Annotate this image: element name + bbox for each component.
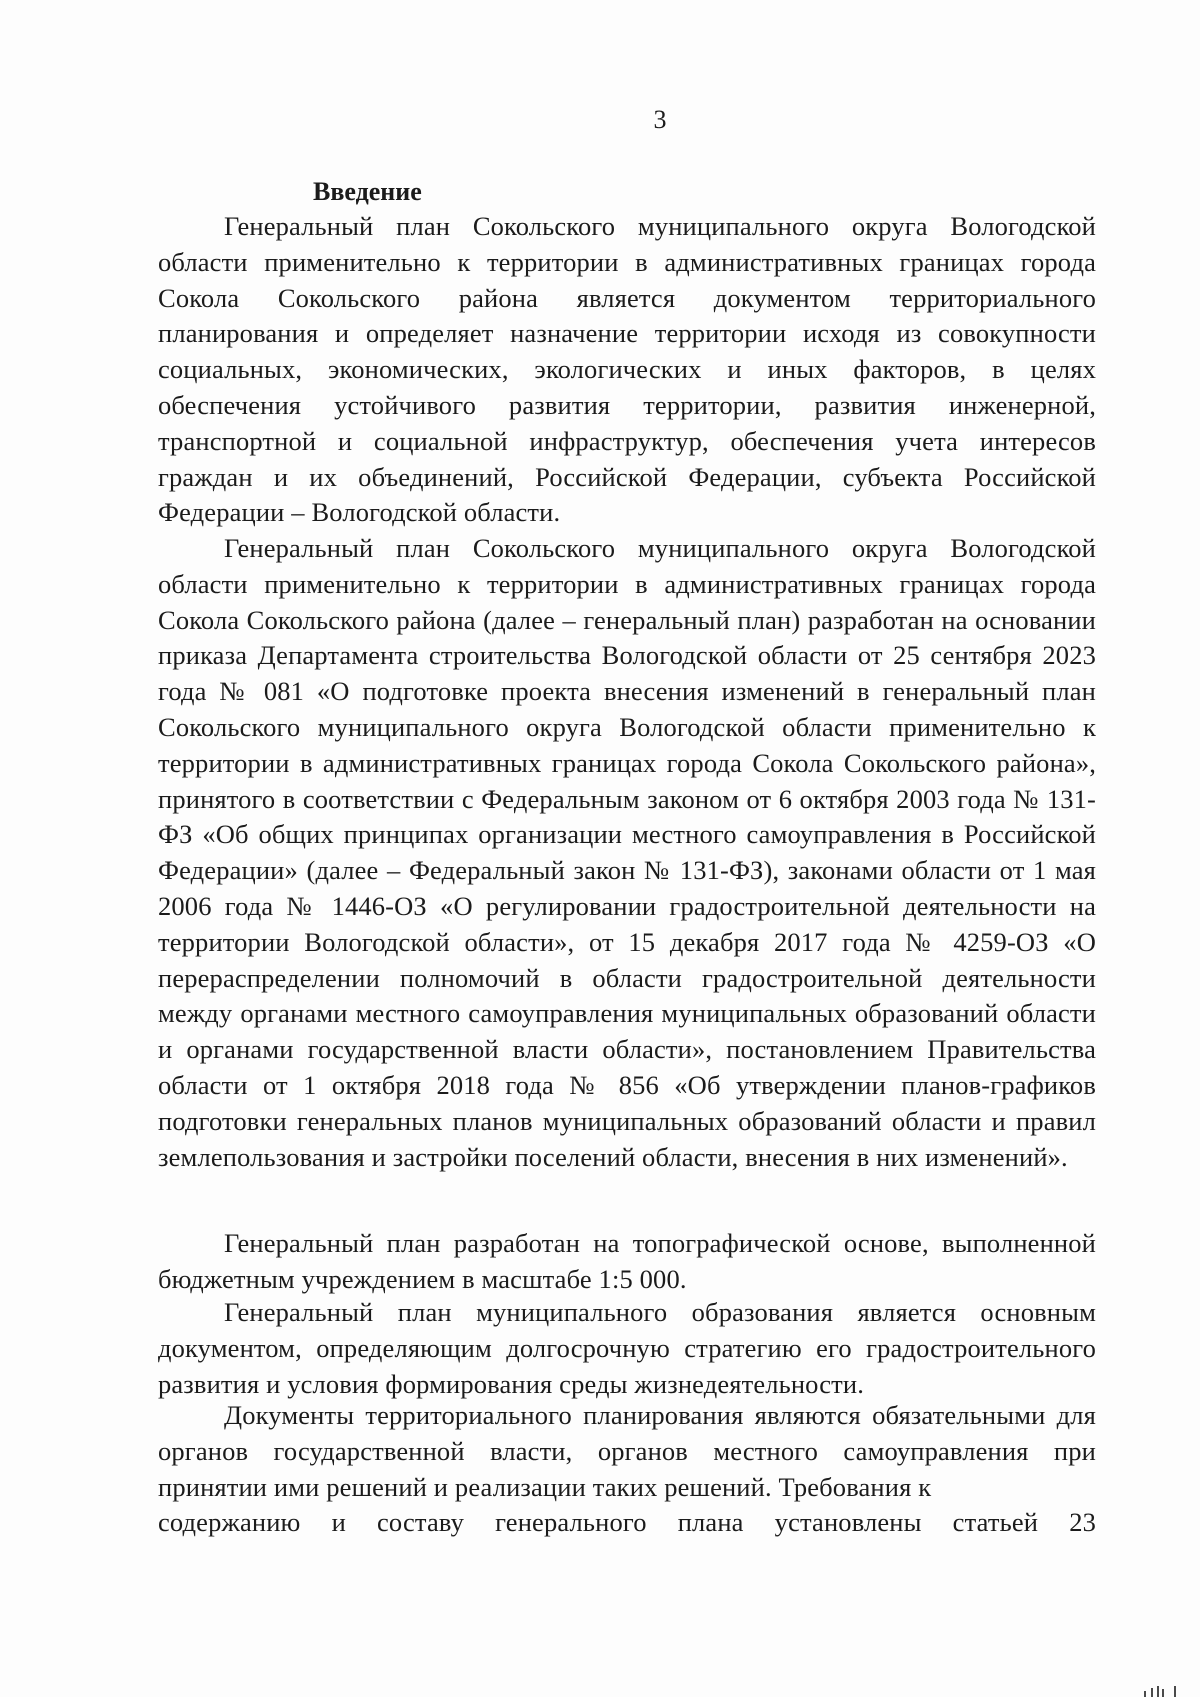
paragraph-requirements-last-line: содержанию и составу генерального плана установлены статьей 23: [158, 1507, 1096, 1538]
paragraph-legal-basis: Генеральный план Сокольского муниципального округа Вологодской области применительно к территории в административных границах города Сокола Сокольского района (далее – генеральный план) разработан на основании приказа Департамента строительства Вологодской области от 25 сентября 2023 года № 081 «О подготовке проекта внесения изменений в генеральный план Сокольского муниципального округа Вологодской области применительно к территории в административных границах города Сокола Сокольского района», принятого в соответствии с Федеральным законом от 6 октября 2003 года № 131-ФЗ «Об общих принципах организации местного самоуправления в Российской Федерации» (далее – Федеральный закон № 131-ФЗ), законами области от 1 мая 2006 года № 1446-ОЗ «О регулировании градостроительной деятельности на территории Вологодской области», от 15 декабря 2017 года № 4259-ОЗ «О перераспределении полномочий в области градостроительной деятельности между органами местного самоуправления муниципальных образований области и органами государственной власти области», постановлением Правительства области от 1 октября 2018 года № 856 «Об утверждении планов-графиков подготовки генеральных планов муниципальных образований области и правил землепользования и застройки поселений области, внесения в них изменений».: [158, 533, 1096, 1172]
paragraph-topographic-basis: Генеральный план разработан на топографической основе, выполненной бюджетным учреждением в масштабе 1:5 000.: [158, 1228, 1096, 1294]
paragraph-requirements-text: Документы территориального планирования являются обязательными для органов государственной власти, органов местного самоуправления при принятии ими решений и реализации таких решений. Требования к: [158, 1400, 1096, 1502]
section-heading-introduction: Введение: [313, 177, 422, 206]
paragraph-requirements: [158, 1398, 1096, 1541]
scan-edge-marks: [1144, 1686, 1178, 1697]
paragraph-strategy: Генеральный план муниципального образования является основным документом, определяющим долгосрочную стратегию его градостроительного развития и условия формирования среды жизнедеятельности.: [158, 1297, 1096, 1399]
page-number: 3: [653, 105, 667, 134]
paragraph-purpose: Генеральный план Сокольского муниципального округа Вологодской области применительно к территории в административных границах города Сокола Сокольского района является документом территориального планирования и определяет назначение территории исходя из совокупности социальных, экономических, экологических и иных факторов, в целях обеспечения устойчивого развития территории, развития инженерной, транспортной и социальной инфраструктур, обеспечения учета интересов граждан и их объединений, Российской Федерации, субъекта Российской Федерации – Вологодской области.: [158, 211, 1096, 528]
